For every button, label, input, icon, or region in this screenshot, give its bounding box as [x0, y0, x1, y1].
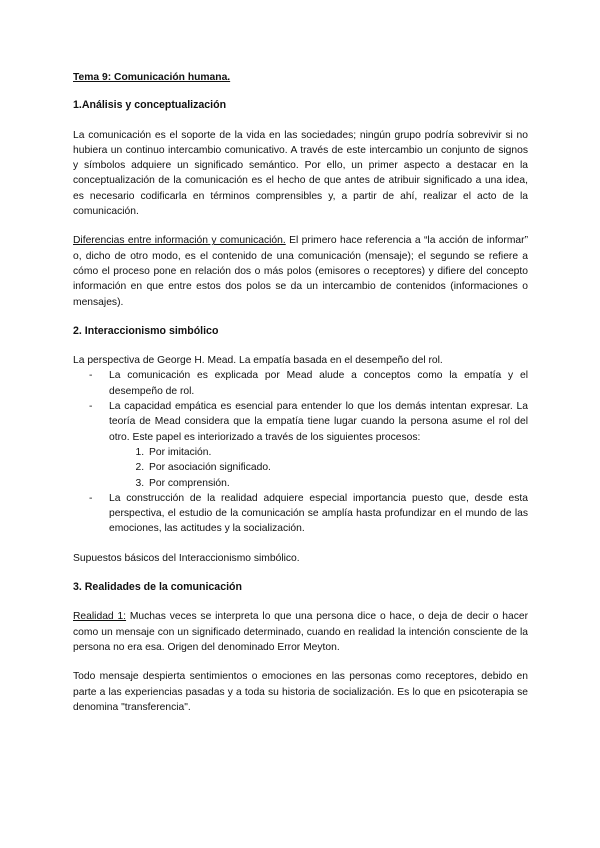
process-item: 1. Por imitación.: [147, 445, 528, 460]
section-2-list: [73, 368, 528, 536]
document-title: Tema 9: Comunicación humana.: [73, 72, 231, 83]
section-3-heading: 3. Realidades de la comunicación: [73, 581, 242, 594]
section-1-paragraph-1: La comunicación es el soporte de la vida en las sociedades; ningún grupo podría sobrevivir si no hubiera un continuo intercambio comunicativo. A través de este intercambio un conjunto de signos y símbolos adquiere un significado semántico. Por ello, un primer aspecto a destacar en la conceptualización de la comunicación es el hecho de que antes de atribuir significado a una idea, es necesario codificarla en términos comprensibles y, a partir de ahí, realizar el acto de la comunicación.: [73, 129, 528, 218]
section-1-heading: 1.Análisis y conceptualización: [73, 99, 227, 112]
section-2-intro: La perspectiva de George H. Mead. La empatía basada en el desempeño del rol.: [73, 355, 443, 367]
process-item: 2. Por asociación significado.: [147, 460, 528, 475]
process-item: 3. Por comprensión.: [147, 476, 528, 491]
section-2-heading: 2. Interaccionismo simbólico: [73, 324, 219, 337]
reality-1-paragraph: [73, 609, 528, 655]
reality-1-text: Muchas veces se interpreta lo que una persona dice o hace, o deja de decir o hacer como un mensaje con un significado determinado, cuando en realidad la intención consciente de la persona no era esa. Origen del denominado Error Meyton.: [73, 611, 528, 653]
list-item: [73, 399, 528, 491]
reality-1-lead: Realidad 1:: [73, 611, 127, 623]
process-list: [109, 445, 528, 491]
list-item: - La comunicación es explicada por Mead alude a conceptos como la empatía y el desempeño de rol.: [73, 368, 528, 399]
section-1-paragraph-2: [73, 233, 528, 309]
differences-text: El primero hace referencia a “la acción de informar” o, dicho de otro modo, es el contenido de una comunicación (mensaje); el segundo se refiere a cómo el proceso pone en relación dos o más polos (emisores o receptores) y difiere del concepto información en que entre estos dos polos se da un intercambio de contenidos (informaciones o mensajes).: [73, 235, 528, 308]
section-2-closing: Supuestos básicos del Interaccionismo simbólico.: [73, 552, 300, 564]
document-page: [73, 70, 528, 729]
differences-lead: Diferencias entre información y comunicación.: [73, 235, 286, 247]
list-item: - La construcción de la realidad adquiere especial importancia puesto que, desde esta perspectiva, el estudio de la comunicación se amplía hasta profundizar en el mundo de las emociones, las actitudes y la socialización.: [73, 491, 528, 537]
section-3-paragraph: Todo mensaje despierta sentimientos o emociones en las personas como receptores, debido en parte a las experiencias pasadas y a toda su historia de socialización. Es lo que en psicoterapia se denomina "transferencia".: [73, 671, 528, 713]
list-item-text: La capacidad empática es esencial para entender lo que los demás intentan expresar. La teoría de Mead considera que la empatía tiene lugar cuando la persona asume el rol del otro. Este papel es interiorizado a través de los siguientes procesos:: [109, 401, 528, 443]
